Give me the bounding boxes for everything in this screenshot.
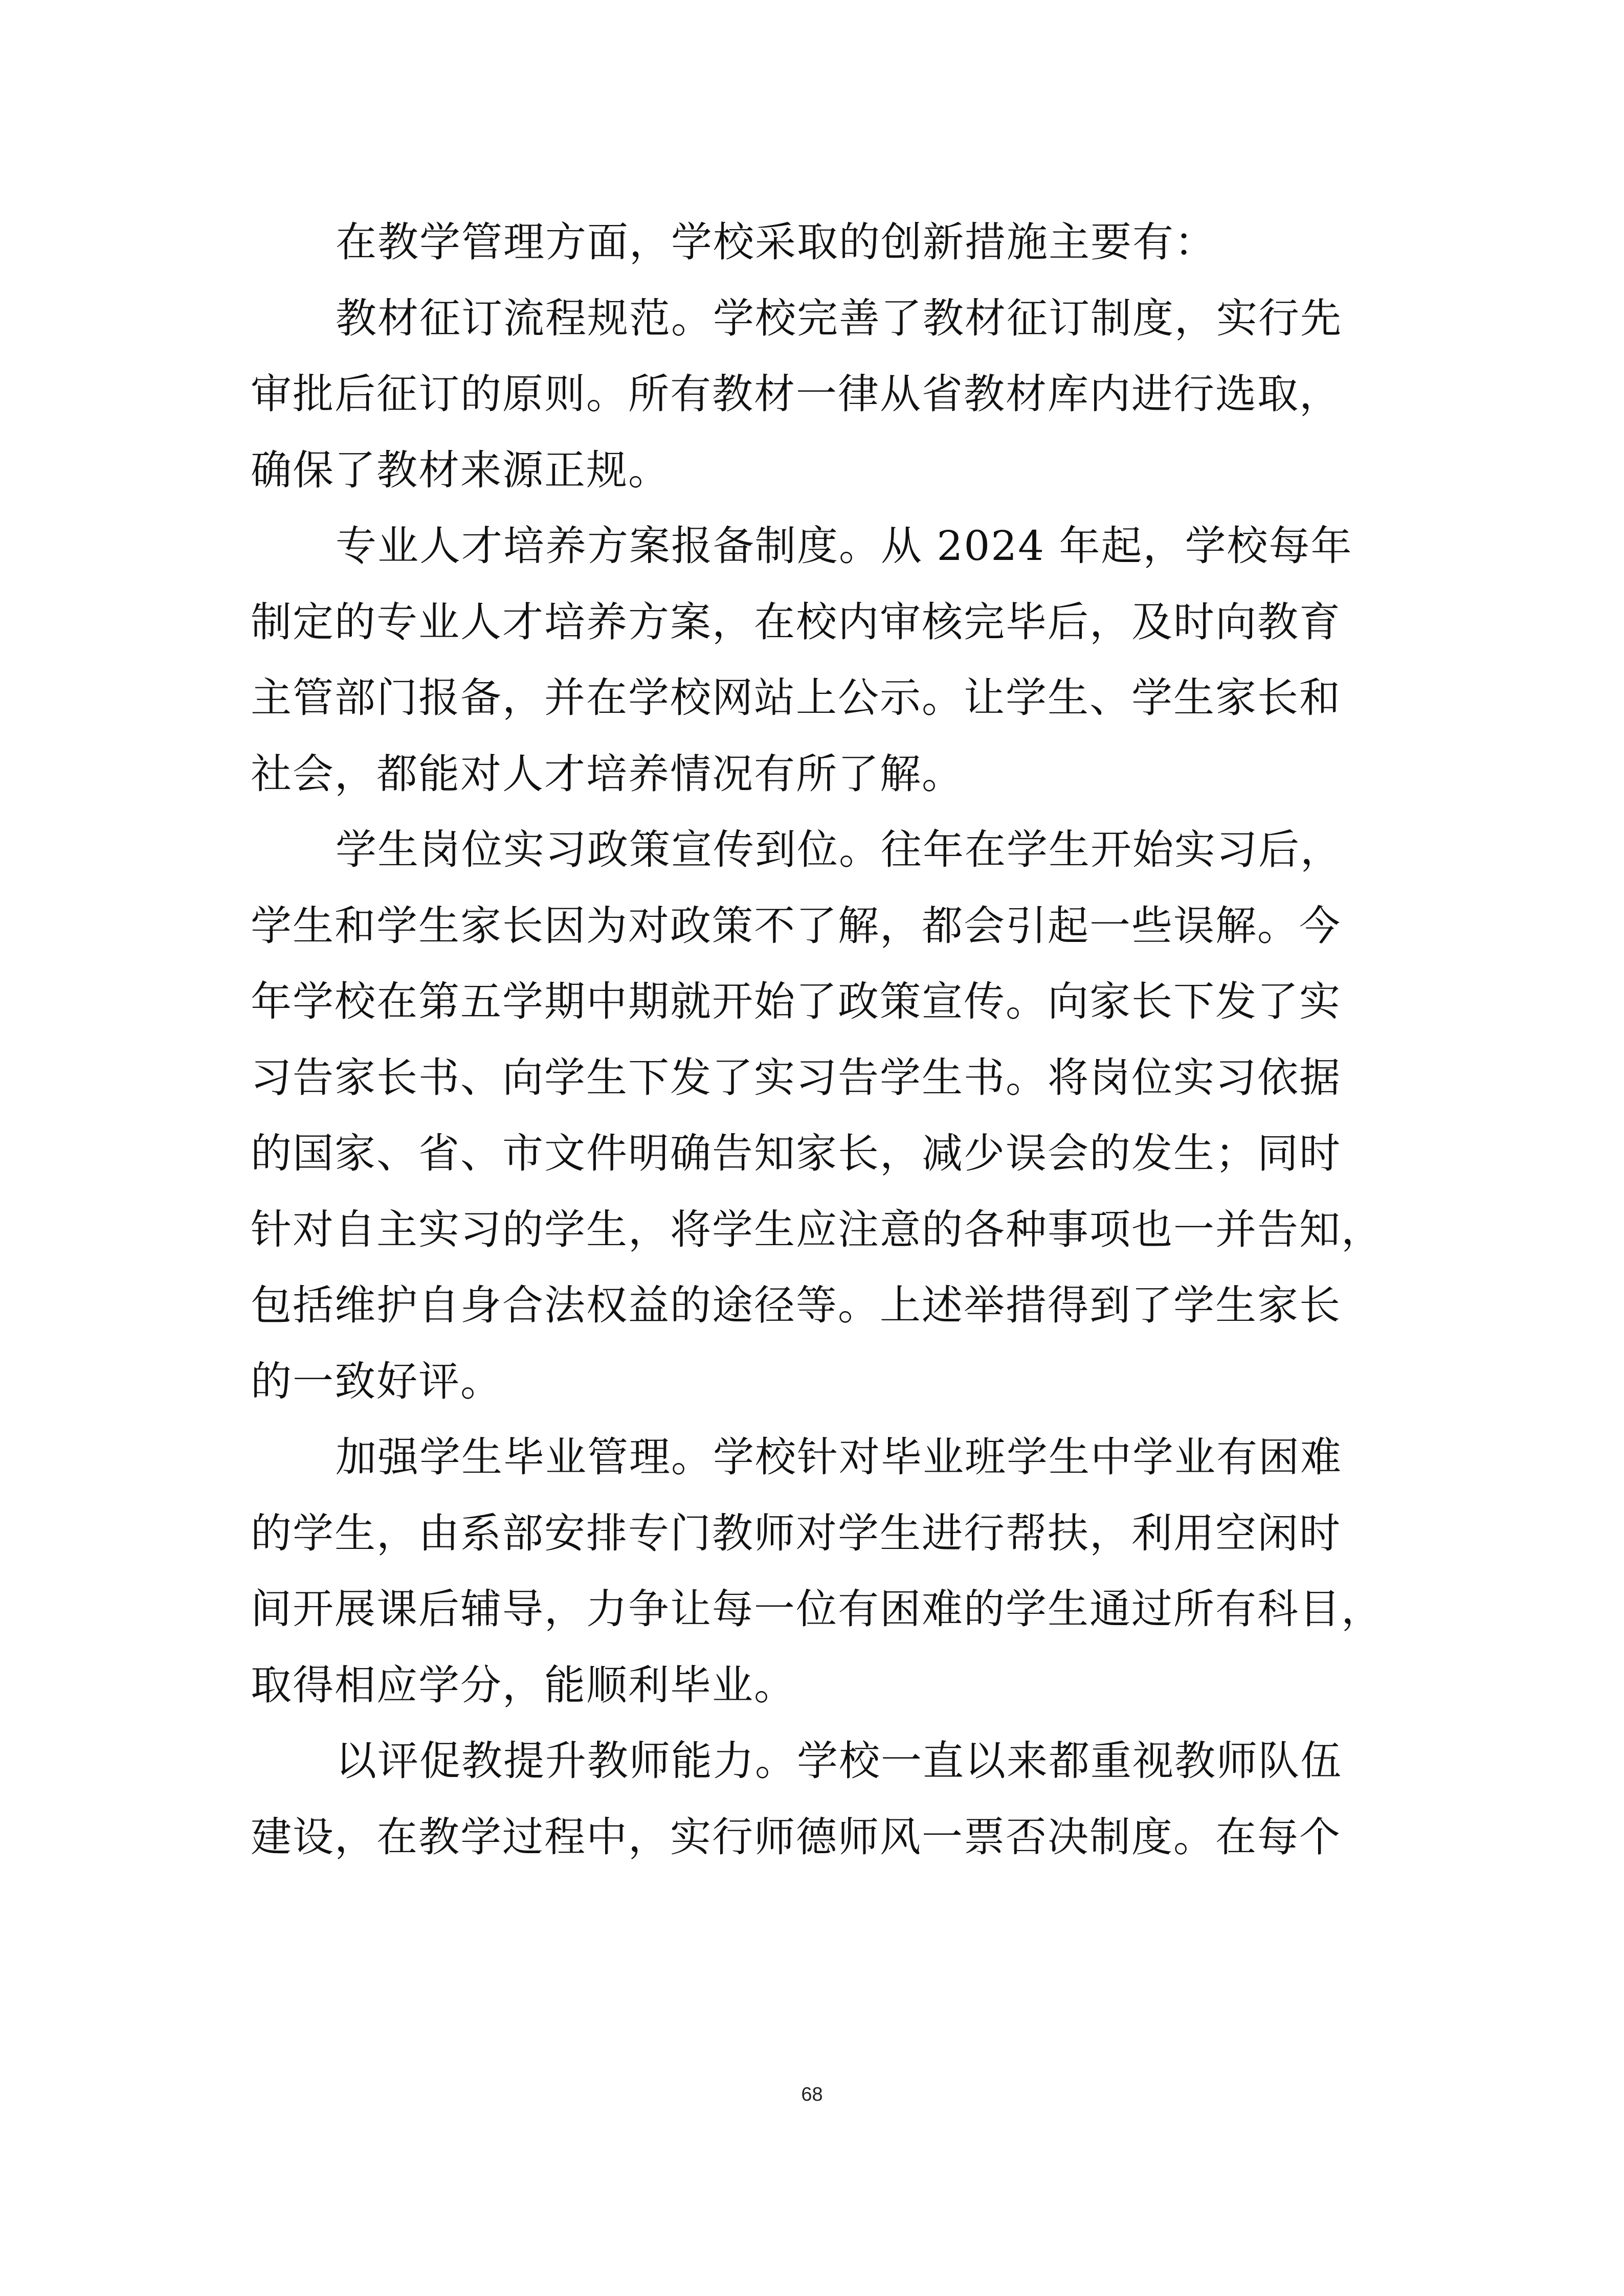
text-line: 的一致好评。	[251, 1357, 502, 1405]
text-line: 的学生，由系部安排专门教师对学生进行帮扶，利用空闲时	[251, 1509, 1341, 1557]
text-line: 学生和学生家长因为对政策不了解，都会引起一些误解。今	[251, 902, 1341, 950]
paragraph-intro	[251, 205, 1407, 281]
text-line: 确保了教材来源正规。	[251, 446, 670, 494]
text-line: 社会，都能对人才培养情况有所了解。	[251, 750, 964, 798]
text-line: 审批后征订的原则。所有教材一律从省教材库内进行选取，	[251, 370, 1341, 418]
paragraph-textbook-ordering	[251, 281, 1407, 509]
text-line: 学生岗位实习政策宣传到位。往年在学生开始实习后，	[336, 826, 1342, 873]
text-line: 专业人才培养方案报备制度。从 2024 年起，学校每年	[336, 522, 1353, 570]
paragraph-graduation-management	[251, 1420, 1407, 1723]
page-number: 68	[801, 2084, 823, 2105]
text-line: 取得相应学分，能顺利毕业。	[251, 1661, 796, 1709]
text-line: 建设，在教学过程中，实行师德师风一票否决制度。在每个	[251, 1813, 1341, 1861]
text-line: 教材征订流程规范。学校完善了教材征订制度，实行先	[336, 294, 1342, 342]
text-line: 习告家长书、向学生下发了实习告学生书。将岗位实习依据	[251, 1053, 1341, 1101]
text-line: 包括维护自身合法权益的途径等。上述举措得到了学生家长	[251, 1281, 1341, 1329]
text-line: 加强学生毕业管理。学校针对毕业班学生中学业有困难	[336, 1433, 1342, 1481]
paragraph-training-plan-filing	[251, 508, 1407, 812]
paragraph-internship-policy	[251, 812, 1407, 1420]
paragraph-teacher-evaluation	[251, 1723, 1407, 1875]
text-line: 的国家、省、市文件明确告知家长，减少误会的发生；同时	[251, 1130, 1341, 1177]
text-line: 针对自主实习的学生，将学生应注意的各种事项也一并告知，	[251, 1205, 1383, 1253]
text-line: 制定的专业人才培养方案，在校内审核完毕后，及时向教育	[251, 598, 1341, 646]
text-line: 间开展课后辅导，力争让每一位有困难的学生通过所有科目，	[251, 1585, 1383, 1633]
text-line: 主管部门报备，并在学校网站上公示。让学生、学生家长和	[251, 674, 1341, 722]
text-line: 在教学管理方面，学校采取的创新措施主要有：	[336, 218, 1216, 266]
text-line: 以评促教提升教师能力。学校一直以来都重视教师队伍	[336, 1737, 1342, 1785]
text-line: 年学校在第五学期中期就开始了政策宣传。向家长下发了实	[251, 978, 1341, 1025]
body-text	[251, 205, 1407, 1875]
